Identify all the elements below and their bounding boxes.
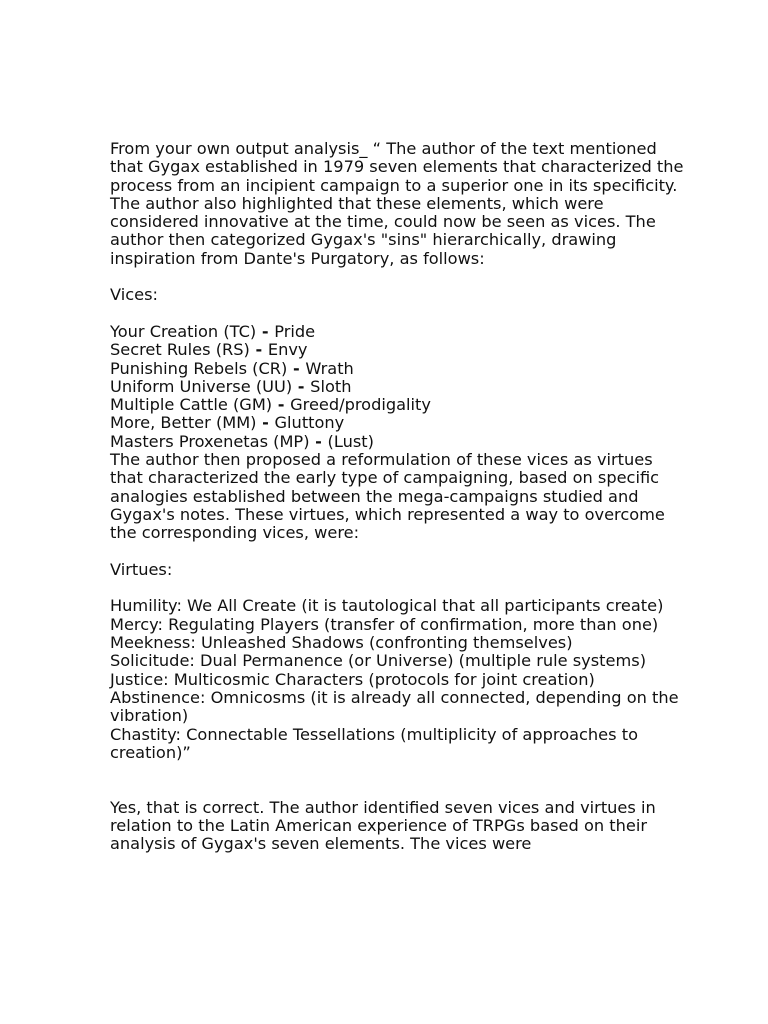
virtue-item: Mercy: Regulating Players (transfer of confirmation, more than one) [110,614,659,634]
virtue-item: Abstinence: Omnicosms (it is already all connected, depending on the vibration) [110,687,679,726]
reformulation-paragraph: The author then proposed a reformulation of these vices as virtues that characterized the early type of campaigning, based on specific analogies established between the mega-campaigns studied and Gygax's notes. These virtues, which represented a way to overcome the corresponding vices, were: [110,450,665,543]
vice-item: Your Creation (TC) - Pride [110,321,316,341]
virtue-item: Solicitude: Dual Permanence (or Universe) (multiple rule systems) [110,651,647,671]
document-page [110,140,690,854]
virtues-heading: Virtues: [110,559,173,579]
vice-item: Multiple Cattle (GM) - Greed/prodigality [110,395,431,415]
virtue-item: Justice: Multicosmic Characters (protocols for joint creation) [110,669,595,689]
virtues-list [110,597,690,762]
vices-list [110,323,690,451]
vice-item: Uniform Universe (UU) - Sloth [110,376,352,396]
spacer [110,268,690,286]
spacer [110,543,690,561]
intro-paragraph: From your own output analysis_ “ The author of the text mentioned that Gygax established in 1979 seven elements that characterized the process from an incipient campaign to a superior one in its specificity. The author also highlighted that these elements, which were considered innovative at the time, could now be seen as vices. The author then categorized Gygax's "sins" hierarchically, drawing inspiration from Dante's Purgatory, as follows: [110,139,684,268]
spacer [110,762,690,799]
vice-item: Punishing Rebels (CR) - Wrath [110,358,354,378]
vice-item: Secret Rules (RS) - Envy [110,340,308,360]
spacer [110,305,690,323]
vice-item: More, Better (MM) - Gluttony [110,413,345,433]
virtue-item: Chastity: Connectable Tessellations (multiplicity of approaches to creation)” [110,724,638,762]
virtue-item: Meekness: Unleashed Shadows (confronting themselves) [110,633,573,653]
response-paragraph: Yes, that is correct. The author identified seven vices and virtues in relation to the Latin American experience of TRPGs based on their analysis of Gygax's seven elements. The vices were [110,797,656,854]
spacer [110,579,690,597]
vices-heading: Vices: [110,285,158,305]
virtue-item: Humility: We All Create (it is tautological that all participants create) [110,596,664,616]
vice-item: Masters Proxenetas (MP) - (Lust) [110,431,374,451]
